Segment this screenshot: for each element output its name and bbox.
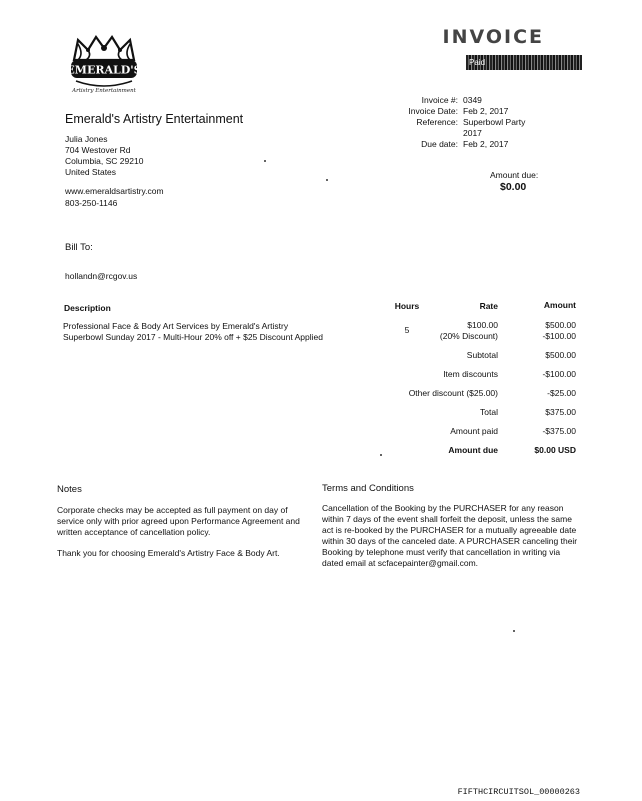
- bill-to-label: Bill To:: [65, 242, 93, 253]
- bill-to-email: hollandn@rcgov.us: [65, 271, 138, 281]
- item-description-line: Superbowl Sunday 2017 - Multi-Hour 20% off + $25 Discount Applied: [63, 332, 323, 342]
- item-discounts-value: -$100.00: [542, 369, 576, 379]
- item-description-line: Professional Face & Body Art Services by Emerald's Artistry: [63, 321, 289, 331]
- invoice-number-label: Invoice #:: [421, 95, 458, 105]
- header-amount: Amount: [543, 300, 576, 310]
- company-address: [65, 134, 143, 178]
- amount-due-label: Amount due:: [490, 170, 539, 180]
- scan-speck: [264, 160, 266, 162]
- due-date-value: Feb 2, 2017: [463, 139, 509, 149]
- item-hours: 5: [404, 325, 410, 335]
- item-amount-note: -$100.00: [542, 331, 576, 341]
- invoice-date-value: Feb 2, 2017: [463, 106, 509, 116]
- address-line: Columbia, SC 29210: [65, 156, 144, 166]
- emeralds-crown-logo: [68, 34, 140, 98]
- address-line: Julia Jones: [65, 134, 108, 144]
- terms-heading: Terms and Conditions: [322, 483, 414, 494]
- svg-text:EMERALD'S: EMERALD'S: [68, 63, 140, 77]
- due-date-label: Due date:: [421, 139, 458, 149]
- amount-due-summary-value: $0.00 USD: [534, 445, 576, 455]
- notes-thanks: Thank you for choosing Emerald's Artistry Face & Body Art.: [57, 548, 280, 558]
- header-hours: Hours: [394, 301, 420, 311]
- header-rate: Rate: [479, 301, 498, 311]
- amount-due-summary-label: Amount due: [448, 445, 498, 455]
- reference-value-cont: 2017: [463, 128, 482, 138]
- subtotal-value: $500.00: [545, 350, 576, 360]
- scan-speck: [326, 179, 328, 181]
- item-discounts-label: Item discounts: [443, 369, 498, 379]
- address-line: 704 Westover Rd: [65, 145, 131, 155]
- item-rate: $100.00: [467, 320, 498, 330]
- invoice-title: INVOICE: [442, 26, 544, 48]
- svg-text:Artistry Entertainment: Artistry Entertainment: [72, 88, 136, 94]
- notes-heading: Notes: [57, 484, 82, 495]
- notes-paragraph: Corporate checks may be accepted as full payment on day of service only with prior agreed upon Performance Agreement and written acceptance of cancellation policy.: [57, 505, 300, 537]
- company-name: Emerald's Artistry Entertainment: [65, 112, 244, 126]
- item-rate-note: (20% Discount): [439, 331, 498, 341]
- subtotal-label: Subtotal: [466, 350, 498, 360]
- amount-paid-label: Amount paid: [450, 426, 498, 436]
- total-value: $375.00: [545, 407, 576, 417]
- company-website: www.emeraldsartistry.com: [65, 186, 164, 196]
- terms-text: Cancellation of the Booking by the PURCHASER for any reason within 7 days of the event shall forfeit the deposit, unless the same act is re-booked by the PURCHASER for a mutually agreeable date within 30 days of the canceled date. A PURCHASER canceling their Booking by telephone must verify that cancellation in writing via dated email at scfacepainter@gmail.com.: [322, 503, 578, 568]
- invoice-number-value: 0349: [463, 95, 482, 105]
- amount-paid-value: -$375.00: [542, 426, 576, 436]
- invoice-date-label: Invoice Date:: [408, 106, 458, 116]
- address-line: United States: [65, 167, 117, 177]
- amount-due-value: $0.00: [500, 181, 527, 193]
- total-label: Total: [480, 407, 498, 417]
- scan-speck: [380, 454, 382, 456]
- header-description: Description: [64, 303, 111, 313]
- other-discount-value: -$25.00: [547, 388, 576, 398]
- company-phone: 803-250-1146: [65, 198, 118, 208]
- other-discount-label: Other discount ($25.00): [408, 388, 498, 398]
- scan-speck: [513, 630, 515, 632]
- bates-number: FIFTHCIRCUITSOL_00000263: [457, 787, 580, 797]
- paid-stamp: Paid: [466, 55, 582, 70]
- reference-value: Superbowl Party: [463, 117, 526, 127]
- reference-label: Reference:: [416, 117, 458, 127]
- item-amount: $500.00: [545, 320, 576, 330]
